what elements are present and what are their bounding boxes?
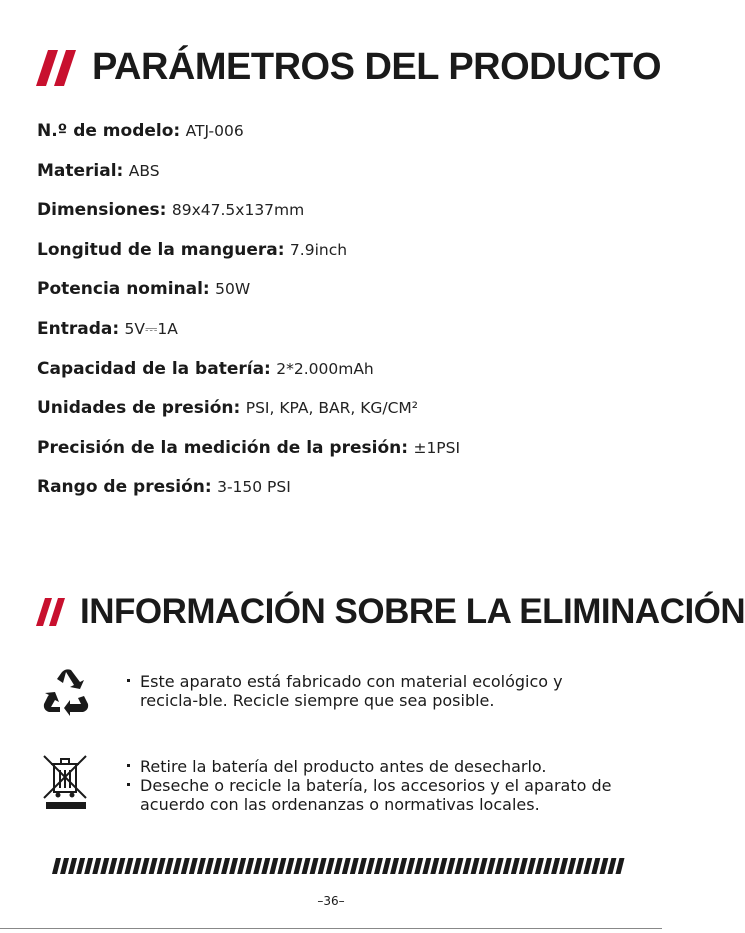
hatch-stripe: [60, 858, 69, 874]
hatch-stripe: [253, 858, 262, 874]
hatch-stripe: [575, 858, 584, 874]
section-title-disposal: [36, 592, 745, 632]
hatch-stripe: [455, 858, 464, 874]
param-row: [37, 117, 460, 157]
hatch-stripe: [197, 858, 206, 874]
param-value: ATJ-006: [185, 122, 244, 140]
hatch-stripe: [141, 858, 150, 874]
section-title-text: PARÁMETROS DEL PRODUCTO: [92, 46, 662, 88]
hatch-stripe: [471, 858, 480, 874]
hatch-stripe: [229, 858, 238, 874]
hatch-stripe: [479, 858, 488, 874]
double-slash-icon: [36, 50, 80, 86]
hatch-stripe: [165, 858, 174, 874]
param-row: [37, 157, 460, 197]
hatch-stripe: [591, 858, 600, 874]
hatch-stripe: [294, 858, 303, 874]
param-label: Capacidad de la batería:: [37, 358, 271, 379]
hatch-stripe: [84, 858, 93, 874]
hatch-stripe: [213, 858, 222, 874]
hatch-stripe: [446, 858, 455, 874]
recycle-icon: [40, 668, 92, 720]
hatch-stripe: [237, 858, 246, 874]
hatch-stripe: [487, 858, 496, 874]
list-item: [116, 757, 620, 776]
param-label: Potencia nominal:: [37, 279, 210, 300]
hatch-stripe: [221, 858, 230, 874]
list-item: [116, 776, 620, 814]
hatch-stripe: [124, 858, 133, 874]
list-item: [116, 672, 620, 710]
hatch-stripe: [519, 858, 528, 874]
hatch-stripe: [583, 858, 592, 874]
hatch-stripe: [189, 858, 198, 874]
hatch-stripe: [269, 858, 278, 874]
hatch-stripe: [398, 858, 407, 874]
param-label: Precisión de la medición de la presión:: [37, 437, 409, 458]
hatch-stripe: [100, 858, 109, 874]
param-row: [37, 315, 460, 355]
hatch-stripe: [157, 858, 166, 874]
param-row: [37, 236, 460, 276]
weee-text: Deseche o recicle la batería, los accesorios y el aparato de acuerdo con las ordenanzas o normativas locales.: [140, 776, 612, 814]
hatch-stripe: [382, 858, 391, 874]
parameter-list: [37, 117, 460, 513]
hatch-stripe: [173, 858, 182, 874]
param-value: 3-150 PSI: [217, 478, 291, 497]
param-value: 5V⎓1A: [124, 319, 178, 338]
hatch-stripe: [334, 858, 343, 874]
param-value: 2*2.000mAh: [276, 359, 374, 378]
bullet: [127, 679, 130, 682]
param-value: PSI, KPA, BAR, KG/CM²: [245, 399, 419, 418]
hatch-stripe: [318, 858, 327, 874]
hatch-stripe: [503, 858, 512, 874]
hatch-stripe: [511, 858, 520, 874]
recycle-info-row: [40, 668, 620, 720]
bullet: [127, 783, 130, 786]
hatch-stripe: [261, 858, 270, 874]
section-title-parameters: [36, 46, 661, 89]
param-value: ABS: [128, 161, 160, 180]
hatch-stripe: [76, 858, 85, 874]
double-slash-icon: [36, 598, 68, 626]
param-value: 7.9inch: [289, 240, 348, 259]
hatch-stripe: [68, 858, 77, 874]
hatch-stripe: [366, 858, 375, 874]
hatched-divider: [48, 858, 622, 878]
hatch-stripe: [205, 858, 214, 874]
param-label: N.º de modelo:: [37, 121, 181, 141]
hatch-stripe: [108, 858, 117, 874]
param-row: [37, 394, 460, 434]
hatch-stripe: [422, 858, 431, 874]
hatch-stripe: [92, 858, 101, 874]
bullet: [127, 764, 130, 767]
hatch-stripe: [342, 858, 351, 874]
recycle-list: [140, 672, 620, 720]
recycle-text: Este aparato está fabricado con material ecológico y recicla-ble. Recicle siempre que sea posible.: [140, 672, 563, 710]
hatch-stripe: [326, 858, 335, 874]
param-row: [37, 434, 460, 474]
hatch-stripe: [599, 858, 608, 874]
hatch-stripe: [559, 858, 568, 874]
hatch-stripe: [567, 858, 576, 874]
param-value: 50W: [215, 280, 251, 299]
param-label: Longitud de la manguera:: [37, 239, 285, 260]
hatch-stripe: [358, 858, 367, 874]
hatch-stripe: [543, 858, 552, 874]
bottom-rule: [0, 928, 662, 929]
hatch-stripe: [430, 858, 439, 874]
param-label: Material:: [37, 160, 124, 181]
hatch-stripe: [149, 858, 158, 874]
hatch-stripe: [535, 858, 544, 874]
weee-text: Retire la batería del producto antes de desecharlo.: [140, 757, 547, 776]
hatch-stripe: [406, 858, 415, 874]
hatch-stripe: [181, 858, 190, 874]
hatch-stripe: [414, 858, 423, 874]
param-row: [37, 355, 460, 395]
hatch-stripe: [527, 858, 536, 874]
hatch-stripe: [52, 858, 61, 874]
hatch-stripe: [245, 858, 254, 874]
param-label: Rango de presión:: [37, 477, 212, 498]
hatch-stripe: [551, 858, 560, 874]
crossed-bin-icon: [40, 752, 92, 816]
weee-list: [140, 757, 620, 816]
weee-info-row: [40, 752, 620, 816]
hatch-stripe: [616, 858, 625, 874]
hatch-stripe: [495, 858, 504, 874]
param-label: Entrada:: [37, 318, 120, 339]
param-row: [37, 196, 460, 236]
hatch-stripe: [390, 858, 399, 874]
param-row: [37, 473, 460, 513]
hatch-stripe: [277, 858, 286, 874]
hatch-stripe: [607, 858, 616, 874]
hatch-stripe: [302, 858, 311, 874]
hatch-stripe: [350, 858, 359, 874]
hatch-stripe: [116, 858, 125, 874]
hatch-stripe: [310, 858, 319, 874]
param-label: Dimensiones:: [37, 200, 167, 221]
hatch-stripe: [438, 858, 447, 874]
param-row: [37, 275, 460, 315]
hatch-stripe: [133, 858, 142, 874]
page-number: –36–: [317, 894, 345, 908]
param-label: Unidades de presión:: [37, 398, 241, 419]
section-title-text: INFORMACIÓN SOBRE LA ELIMINACIÓN: [80, 592, 745, 631]
hatch-stripe: [285, 858, 294, 874]
param-value: 89x47.5x137mm: [171, 201, 305, 220]
hatch-stripe: [463, 858, 472, 874]
hatch-stripe: [374, 858, 383, 874]
param-value: ±1PSI: [413, 438, 461, 457]
